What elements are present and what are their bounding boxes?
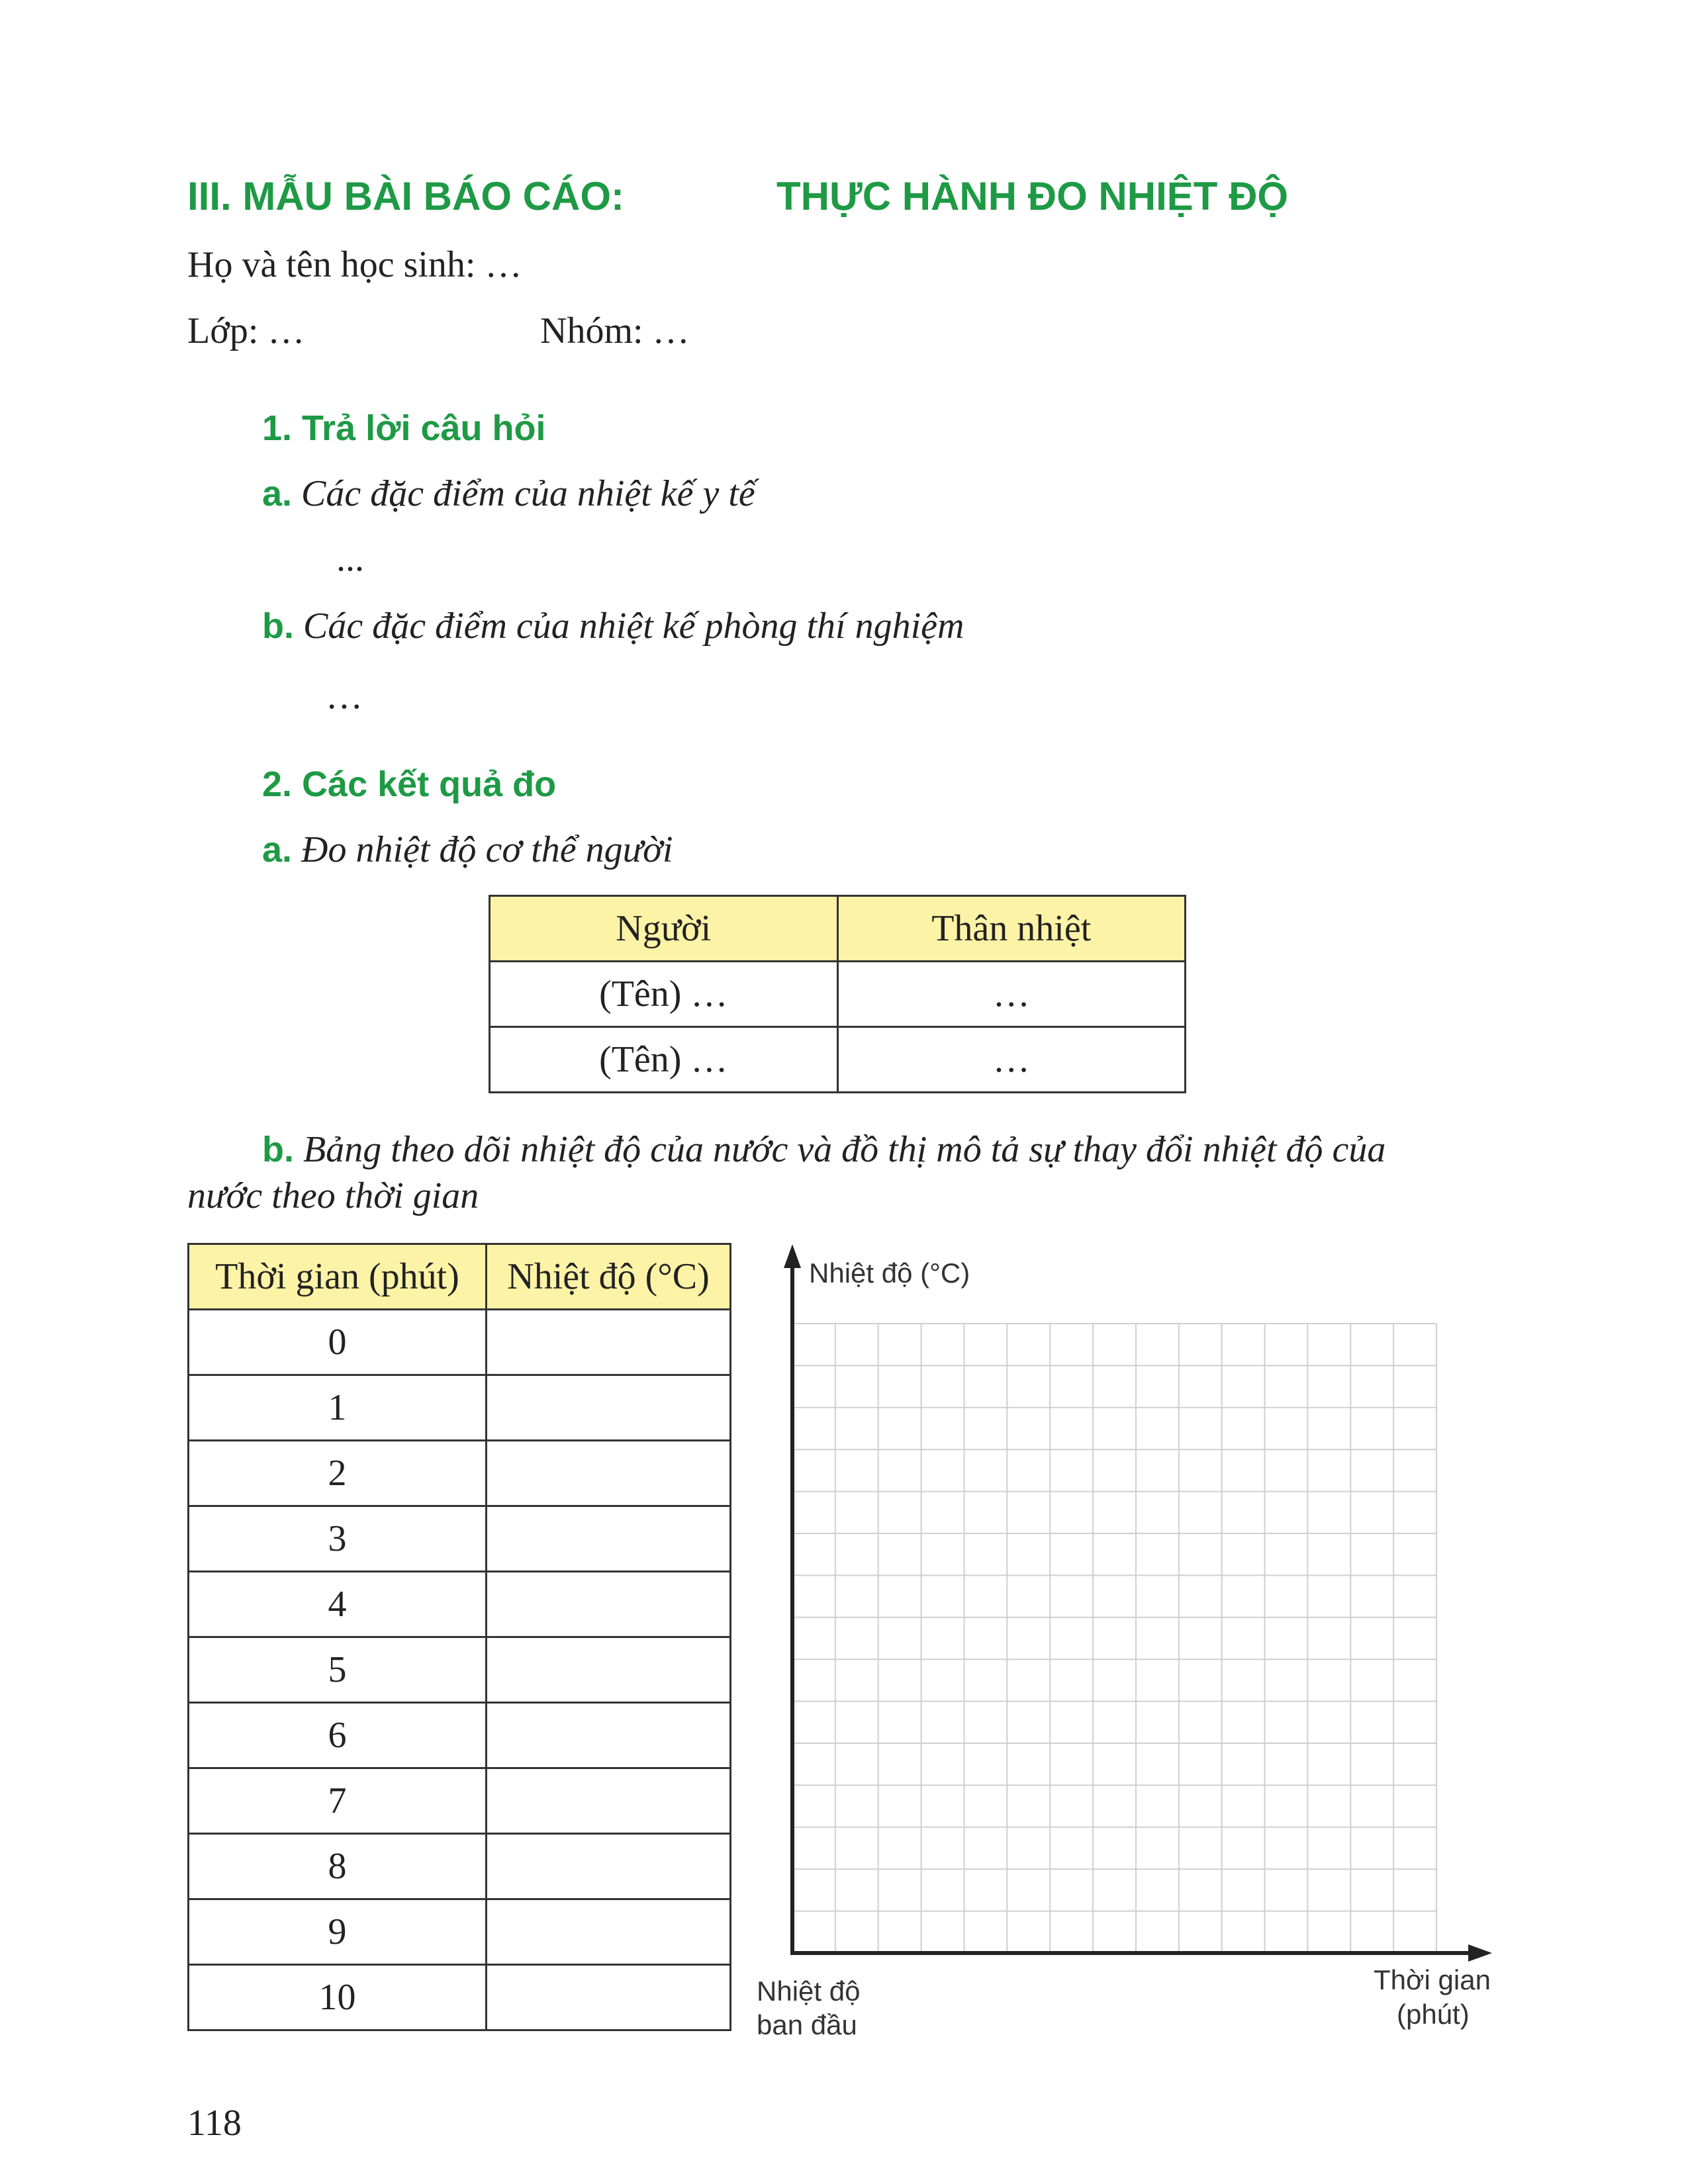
- temperature-input-cell[interactable]: [487, 1834, 731, 1899]
- question-1b-text: Các đặc điểm của nhiệt kế phòng thí nghiệm: [303, 606, 964, 647]
- question-1a-text: Các đặc điểm của nhiệt kế y tế: [301, 473, 755, 514]
- answer-1a: ...: [336, 538, 364, 579]
- time-cell: 0: [189, 1310, 487, 1375]
- x-axis-arrow-icon: [1468, 1944, 1492, 1962]
- question-2b-letter: b.: [262, 1130, 294, 1169]
- table-row: [490, 962, 1186, 1027]
- table-row: [189, 1441, 731, 1506]
- table-row: [189, 1768, 731, 1834]
- time-cell: 1: [189, 1375, 487, 1441]
- class-line: Lớp: …: [187, 310, 305, 351]
- report-title: THỰC HÀNH ĐO NHIỆT ĐỘ: [776, 174, 1289, 218]
- person-name-cell[interactable]: (Tên) …: [490, 1027, 838, 1093]
- question-1b: [262, 605, 964, 647]
- origin-label-line2: ban đầu: [757, 2009, 857, 2040]
- water-temperature-table: [187, 1243, 731, 2031]
- temperature-input-cell[interactable]: [487, 1899, 731, 1965]
- group-line: Nhóm: …: [540, 310, 690, 351]
- x-axis-label-line1: Thời gian: [1374, 1964, 1491, 1995]
- section-title: III. MẪU BÀI BÁO CÁO:: [187, 174, 624, 218]
- question-1a: [262, 473, 755, 515]
- table-row: [490, 1027, 1186, 1093]
- question-2b: [262, 1128, 1385, 1171]
- time-cell: 10: [189, 1965, 487, 2030]
- question-2b-text-line2: nước theo thời gian: [187, 1175, 479, 1216]
- table-row: [189, 1637, 731, 1703]
- table-row: [189, 1965, 731, 2030]
- question-2a: [262, 829, 673, 871]
- header-body-temperature: Thân nhiệt: [837, 896, 1186, 962]
- temperature-input-cell[interactable]: [487, 1441, 731, 1506]
- temperature-input-cell[interactable]: [487, 1310, 731, 1375]
- origin-label-line1: Nhiệt độ: [757, 1976, 861, 2007]
- question-1a-letter: a.: [262, 474, 293, 514]
- answer-1b: …: [326, 676, 363, 717]
- section-2-title: 2. Các kết quả đo: [262, 764, 557, 804]
- temperature-input-cell[interactable]: [487, 1506, 731, 1572]
- question-2b-text-line1: Bảng theo dõi nhiệt độ của nước và đồ thị mô tả sự thay đổi nhiệt độ của: [303, 1129, 1386, 1170]
- table-row: [189, 1703, 731, 1768]
- student-name-line: Họ và tên học sinh: …: [187, 244, 522, 285]
- time-cell: 2: [189, 1441, 487, 1506]
- temperature-input-cell[interactable]: [487, 1703, 731, 1768]
- question-2a-letter: a.: [262, 830, 293, 870]
- table-row: [189, 1834, 731, 1899]
- page-number: 118: [187, 2103, 242, 2144]
- temperature-input-cell[interactable]: [487, 1375, 731, 1441]
- body-temperature-table: [489, 895, 1186, 1093]
- question-2a-text: Đo nhiệt độ cơ thể người: [301, 829, 673, 870]
- table-row: [189, 1506, 731, 1572]
- time-cell: 7: [189, 1768, 487, 1834]
- time-cell: 9: [189, 1899, 487, 1965]
- header-time-minutes: Thời gian (phút): [189, 1244, 487, 1310]
- temperature-input-cell[interactable]: [487, 1768, 731, 1834]
- time-cell: 3: [189, 1506, 487, 1572]
- section-1-title: 1. Trả lời câu hỏi: [262, 408, 546, 448]
- temperature-input-cell[interactable]: [487, 1965, 731, 2030]
- time-cell: 4: [189, 1572, 487, 1637]
- x-axis-label-line2: (phút): [1397, 1999, 1470, 2030]
- y-axis-label: Nhiệt độ (°C): [809, 1257, 970, 1289]
- temperature-input-cell[interactable]: [487, 1572, 731, 1637]
- table-row: [189, 1375, 731, 1441]
- question-1b-letter: b.: [262, 606, 294, 646]
- body-temperature-cell[interactable]: …: [837, 1027, 1186, 1093]
- graph-grid: [792, 1324, 1436, 1953]
- body-temperature-cell[interactable]: …: [837, 962, 1186, 1027]
- header-temperature-celsius: Nhiệt độ (°C): [487, 1244, 731, 1310]
- time-cell: 6: [189, 1703, 487, 1768]
- table-row: [189, 1572, 731, 1637]
- time-cell: 5: [189, 1637, 487, 1703]
- table-row: [189, 1899, 731, 1965]
- person-name-cell[interactable]: (Tên) …: [490, 962, 838, 1027]
- time-cell: 8: [189, 1834, 487, 1899]
- temperature-input-cell[interactable]: [487, 1637, 731, 1703]
- table-row: [189, 1310, 731, 1375]
- temperature-time-graph: [741, 1244, 1509, 2038]
- header-person: Người: [490, 896, 838, 962]
- y-axis-arrow-icon: [784, 1244, 801, 1268]
